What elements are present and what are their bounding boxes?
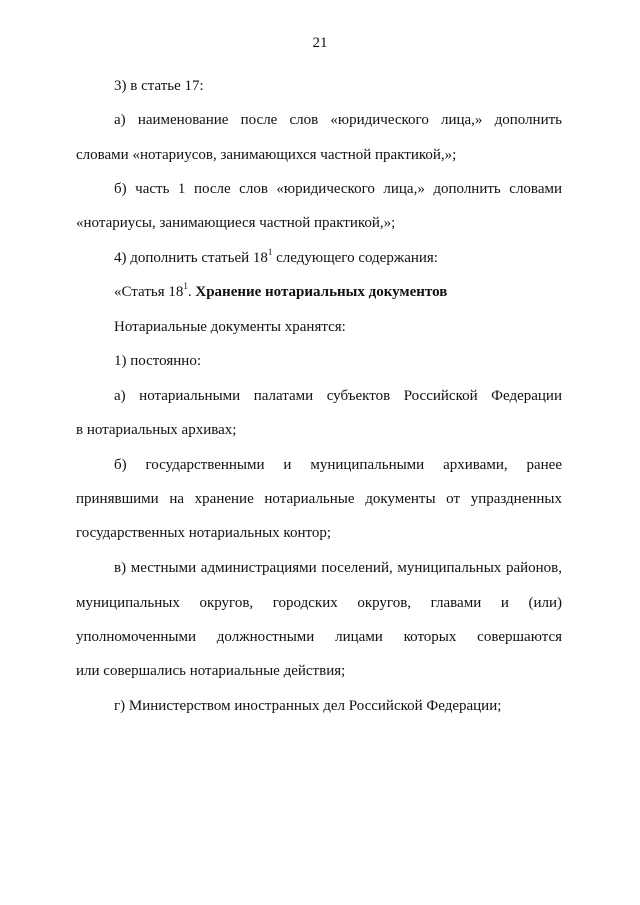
page-number: 21 <box>312 35 328 51</box>
paragraph-sub-b-line3: государственных нотариальных контор; <box>76 525 332 541</box>
superscript: 1 <box>183 281 188 291</box>
paragraph-sub-a-line2: в нотариальных архивах; <box>76 422 237 438</box>
text-fragment: следующего содержания: <box>272 250 438 266</box>
article-heading <box>114 283 562 301</box>
paragraph-sub-g: г) Министерством иностранных дел Российской Федерации; <box>114 698 502 714</box>
paragraph-article-17: 3) в статье 17: <box>114 78 204 94</box>
paragraph-sub-v-line1: в) местными администрациями поселений, муниципальных районов, <box>114 560 562 576</box>
paragraph-item-4 <box>114 249 562 267</box>
paragraph-item-a-line1: а) наименование после слов «юридического лица,» дополнить <box>114 112 562 128</box>
paragraph-item-b-line2: «нотариусы, занимающиеся частной практикой,»; <box>76 215 396 231</box>
paragraph-sub-v-line3: уполномоченными должностными лицами которых совершаются <box>76 629 562 645</box>
superscript: 1 <box>267 247 273 257</box>
paragraph-sub-b-line2: принявшими на хранение нотариальные документы от упраздненных <box>76 491 562 507</box>
paragraph-sub-b-line1: б) государственными и муниципальными архивами, ранее <box>114 457 562 473</box>
article-label: «Статья 18 <box>114 284 184 300</box>
paragraph-sub-a-line1: а) нотариальными палатами субъектов Российской Федерации <box>114 388 562 404</box>
paragraph-sub-v-line4: или совершались нотариальные действия; <box>76 663 346 679</box>
paragraph-storage-intro: Нотариальные документы хранятся: <box>114 319 346 335</box>
paragraph-item-a-line2: словами «нотариусов, занимающихся частной практикой,»; <box>76 147 457 163</box>
text-fragment: 4) дополнить статьей 18 <box>114 250 268 266</box>
paragraph-sub-v-line2: муниципальных округов, городских округов, главами и (или) <box>76 595 562 611</box>
text-fragment: . <box>187 284 196 300</box>
paragraph-permanently: 1) постоянно: <box>114 353 201 369</box>
article-title: Хранение нотариальных документов <box>195 284 448 300</box>
paragraph-item-b-line1: б) часть 1 после слов «юридического лица,» дополнить словами <box>114 181 562 197</box>
